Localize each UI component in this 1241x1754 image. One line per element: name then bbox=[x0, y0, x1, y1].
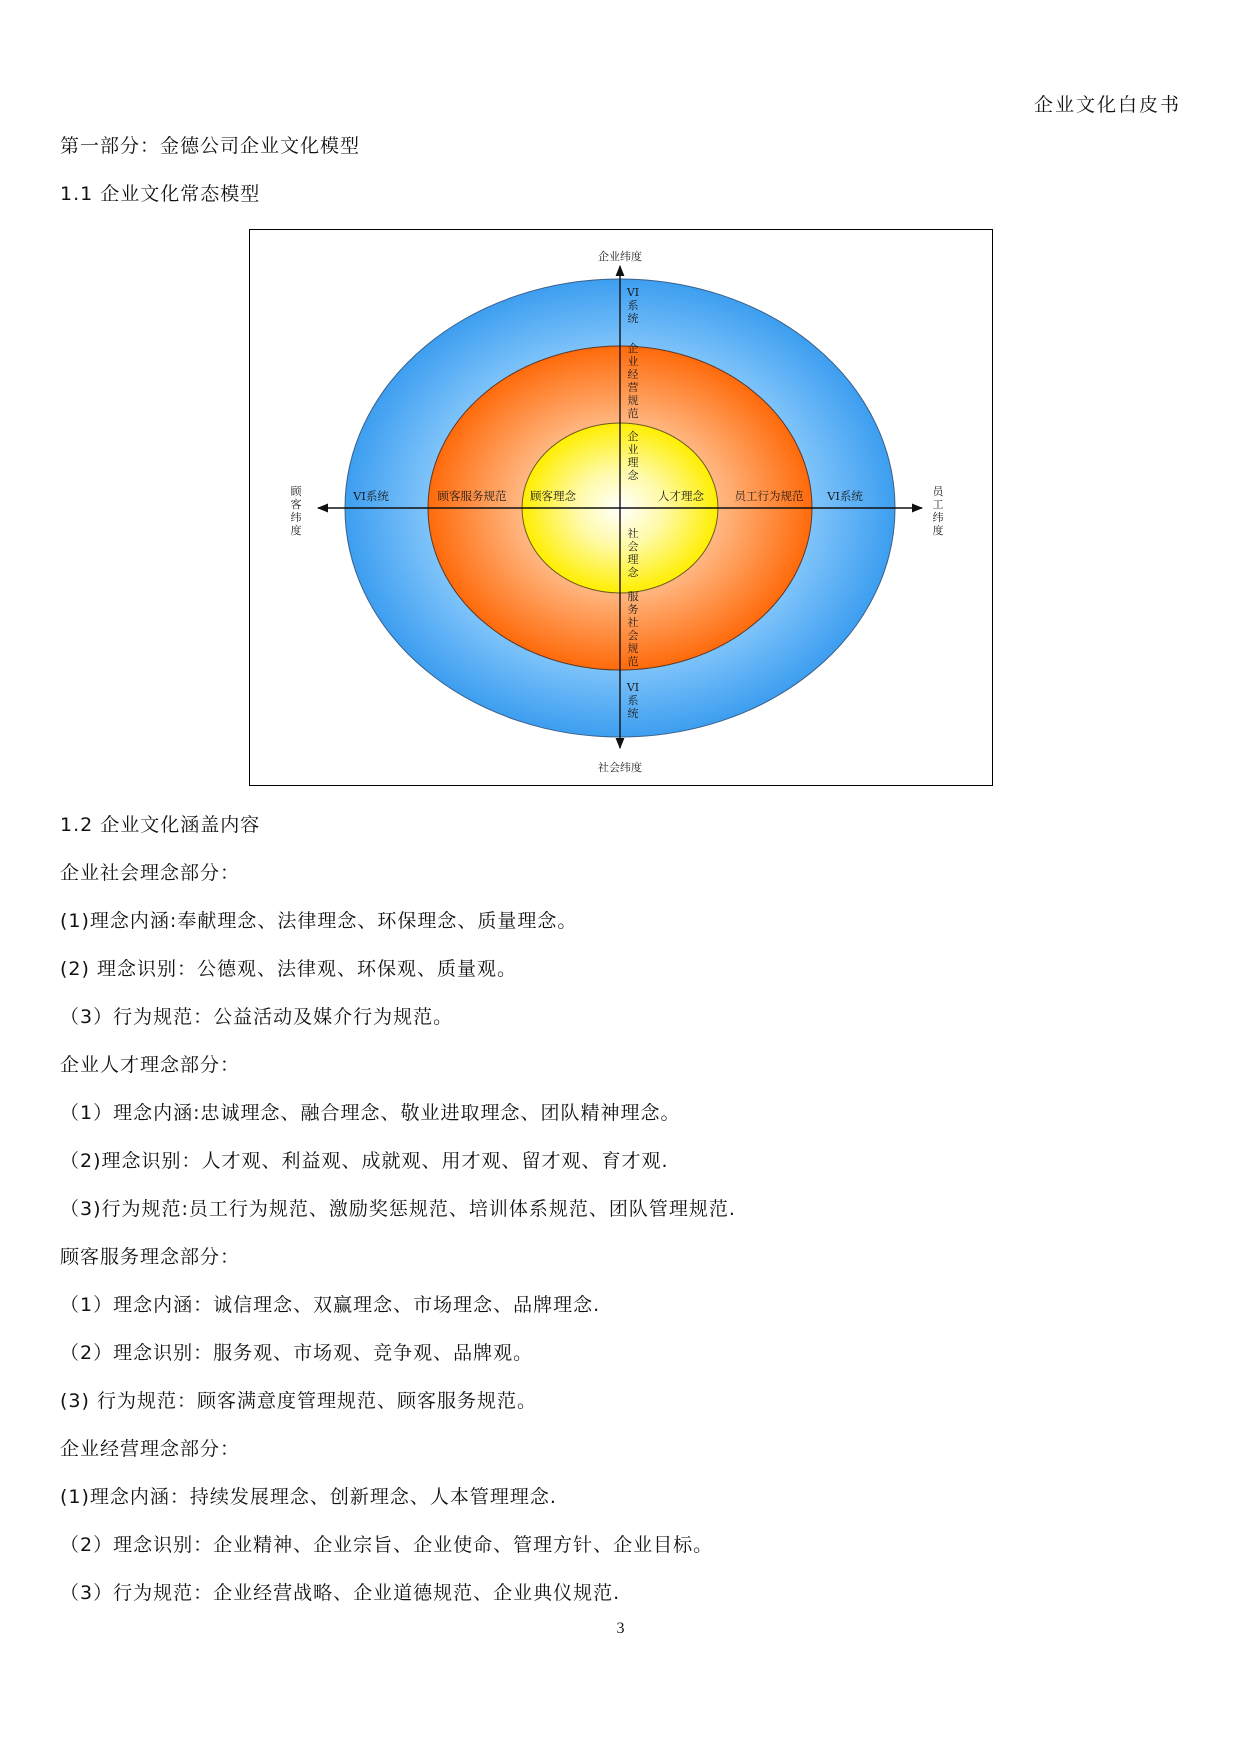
label-left-middle: 顾客服务规范 bbox=[437, 489, 507, 503]
vchar: 业 bbox=[627, 355, 639, 368]
social-heading: 企业社会理念部分： bbox=[60, 862, 241, 884]
customer-item-1: （1）理念内涵：诚信理念、双赢理念、市场理念、品牌理念. bbox=[60, 1294, 601, 1316]
axis-right-char: 工 bbox=[932, 498, 944, 511]
customer-heading: 顾客服务理念部分： bbox=[60, 1246, 241, 1268]
label-bottom-inner bbox=[628, 526, 640, 579]
business-item-3: （3）行为规范：企业经营战略、企业道德规范、企业典仪规范. bbox=[60, 1582, 621, 1604]
vchar: 范 bbox=[627, 655, 639, 668]
axis-left-char: 纬 bbox=[290, 511, 302, 524]
label-right-inner: 人才理念 bbox=[658, 489, 704, 503]
vchar: 服 bbox=[627, 590, 639, 603]
vchar: 会 bbox=[627, 540, 639, 553]
business-item-1: (1)理念内涵：持续发展理念、创新理念、人本管理理念. bbox=[60, 1486, 557, 1508]
vchar: 系 bbox=[627, 299, 639, 312]
axis-label-left bbox=[291, 485, 303, 537]
label-left-inner: 顾客理念 bbox=[530, 489, 576, 503]
talent-item-1: （1）理念内涵:忠诚理念、融合理念、敬业进取理念、团队精神理念。 bbox=[60, 1102, 681, 1124]
label-right-outer: VI系统 bbox=[827, 489, 863, 503]
vchar: VI bbox=[626, 286, 640, 299]
subsection-1-1-title: 1.1 企业文化常态模型 bbox=[60, 183, 261, 205]
part-title: 第一部分：金德公司企业文化模型 bbox=[60, 135, 361, 157]
vchar: 会 bbox=[627, 629, 639, 642]
culture-model-diagram bbox=[249, 229, 993, 786]
vchar: 企 bbox=[627, 430, 639, 443]
talent-item-2: （2)理念识别：人才观、利益观、成就观、用才观、留才观、育才观. bbox=[60, 1150, 669, 1172]
axis-label-right bbox=[933, 485, 945, 537]
label-bottom-outer bbox=[626, 681, 639, 720]
social-item-3: （3）行为规范：公益活动及媒介行为规范。 bbox=[60, 1006, 454, 1028]
axis-label-top: 企业纬度 bbox=[598, 250, 642, 263]
vchar: 规 bbox=[627, 642, 639, 655]
axis-right-char: 度 bbox=[932, 524, 944, 537]
vchar: VI bbox=[626, 681, 640, 694]
label-top-outer bbox=[626, 286, 639, 325]
vchar: 企 bbox=[627, 342, 639, 355]
vchar: 规 bbox=[627, 394, 639, 407]
label-right-middle: 员工行为规范 bbox=[734, 489, 804, 503]
label-top-inner bbox=[628, 429, 640, 482]
axis-left-char: 顾 bbox=[290, 485, 302, 498]
talent-heading: 企业人才理念部分： bbox=[60, 1054, 241, 1076]
axis-left-char: 度 bbox=[290, 524, 302, 537]
vchar: 业 bbox=[627, 443, 639, 456]
header-title: 企业文化白皮书 bbox=[1033, 94, 1181, 116]
axis-left-char: 客 bbox=[290, 498, 302, 511]
axis-label-bottom: 社会纬度 bbox=[598, 761, 642, 774]
axis-right-char: 员 bbox=[932, 485, 944, 498]
vchar: 系 bbox=[627, 694, 639, 707]
customer-item-3: (3) 行为规范：顾客满意度管理规范、顾客服务规范。 bbox=[60, 1390, 537, 1412]
social-item-2: (2) 理念识别：公德观、法律观、环保观、质量观。 bbox=[60, 958, 517, 980]
label-top-middle bbox=[628, 341, 639, 420]
vchar: 营 bbox=[627, 381, 639, 394]
vchar: 念 bbox=[627, 566, 639, 579]
vchar: 统 bbox=[627, 312, 639, 325]
page-number: 3 bbox=[616, 1620, 625, 1637]
customer-item-2: （2）理念识别：服务观、市场观、竞争观、品牌观。 bbox=[60, 1342, 534, 1364]
vchar: 务 bbox=[627, 603, 639, 616]
vchar: 统 bbox=[627, 707, 639, 720]
label-bottom-middle bbox=[628, 590, 639, 668]
label-left-outer: VI系统 bbox=[353, 489, 389, 503]
business-item-2: （2）理念识别：企业精神、企业宗旨、企业使命、管理方针、企业目标。 bbox=[60, 1534, 714, 1556]
vchar: 社 bbox=[627, 527, 639, 540]
talent-item-3: （3)行为规范:员工行为规范、激励奖惩规范、培训体系规范、团队管理规范. bbox=[60, 1198, 736, 1220]
social-item-1: (1)理念内涵:奉献理念、法律理念、环保理念、质量理念。 bbox=[60, 910, 578, 932]
vchar: 经 bbox=[627, 368, 639, 381]
axis-right-char: 纬 bbox=[932, 511, 944, 524]
vchar: 范 bbox=[627, 407, 639, 420]
vchar: 理 bbox=[627, 553, 639, 566]
vchar: 理 bbox=[627, 456, 639, 469]
concentric-ellipse-diagram bbox=[250, 230, 991, 784]
vchar: 社 bbox=[627, 616, 639, 629]
vchar: 念 bbox=[627, 469, 639, 482]
subsection-1-2-title: 1.2 企业文化涵盖内容 bbox=[60, 814, 261, 836]
business-heading: 企业经营理念部分： bbox=[60, 1438, 241, 1460]
